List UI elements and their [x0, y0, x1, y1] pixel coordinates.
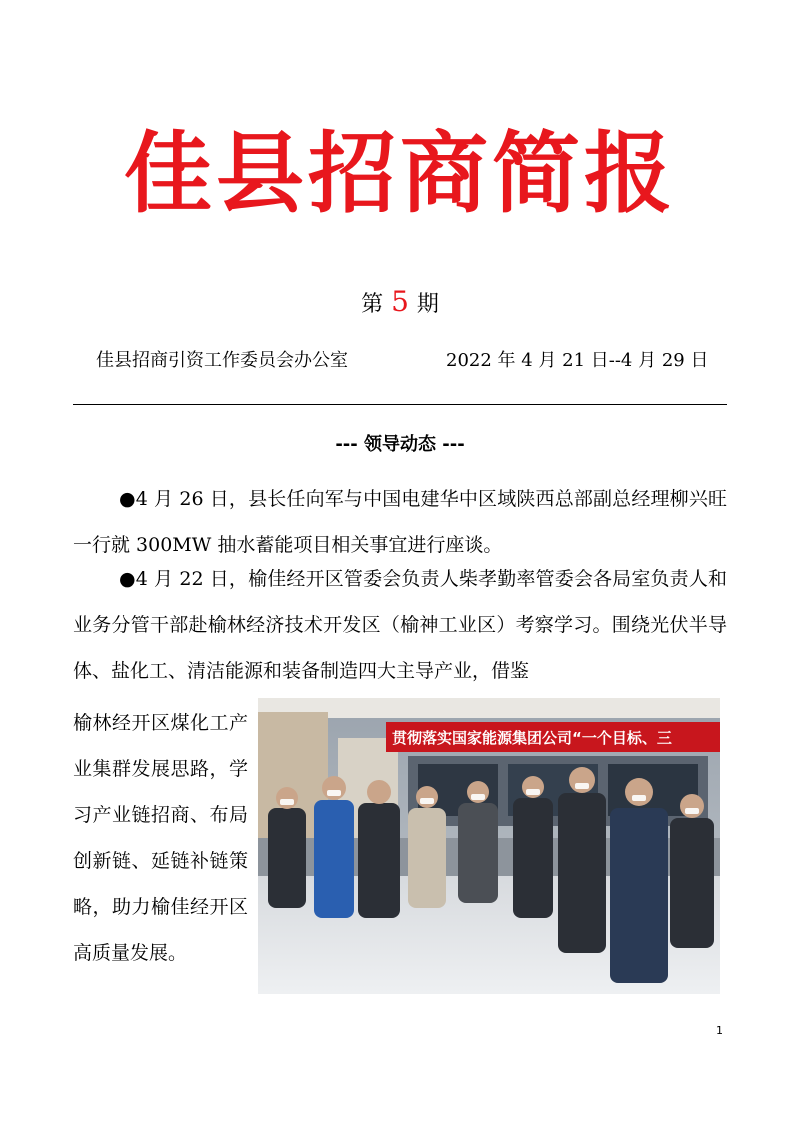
banner-text: 贯彻落实国家能源集团公司“一个目标、三: [392, 729, 672, 747]
news-photo: [258, 698, 720, 994]
date-range: 2022 年 4 月 21 日--4 月 29 日: [446, 350, 709, 371]
masthead-title: 佳县招商简报: [123, 121, 676, 225]
news-item-1: [73, 476, 727, 568]
department-name: 佳县招商引资工作委员会办公室: [96, 350, 348, 371]
header-divider: [73, 404, 727, 405]
issue-num: 5: [391, 285, 409, 318]
news-item-2-continued: 榆林经开区煤化工产业集群发展思路，学习产业链招商、布局创新链、延链补链策略，助力榆佳经开区高质量发展。: [73, 712, 248, 964]
news-item-2-text: ●4 月 22 日，榆佳经开区管委会负责人柴孝勤率管委会各局室负责人和业务分管干部赴榆林经济技术开发区（榆神工业区）考察学习。围绕光伏半导体、盐化工、清洁能源和装备制造四大主导产业，借鉴: [73, 568, 727, 682]
news-item-1-text: ●4 月 26 日，县长任向军与中国电建华中区域陕西总部副总经理柳兴旺一行就 300MW 抽水蓄能项目相关事宜进行座谈。: [73, 488, 727, 556]
page-number: 1: [716, 1024, 723, 1037]
section-title: --- 领导动态 ---: [335, 434, 465, 455]
news-item-2: [73, 556, 727, 694]
issue-number: [0, 282, 800, 325]
issue-suffix: 期: [416, 292, 439, 317]
issue-prefix: 第: [361, 292, 384, 317]
